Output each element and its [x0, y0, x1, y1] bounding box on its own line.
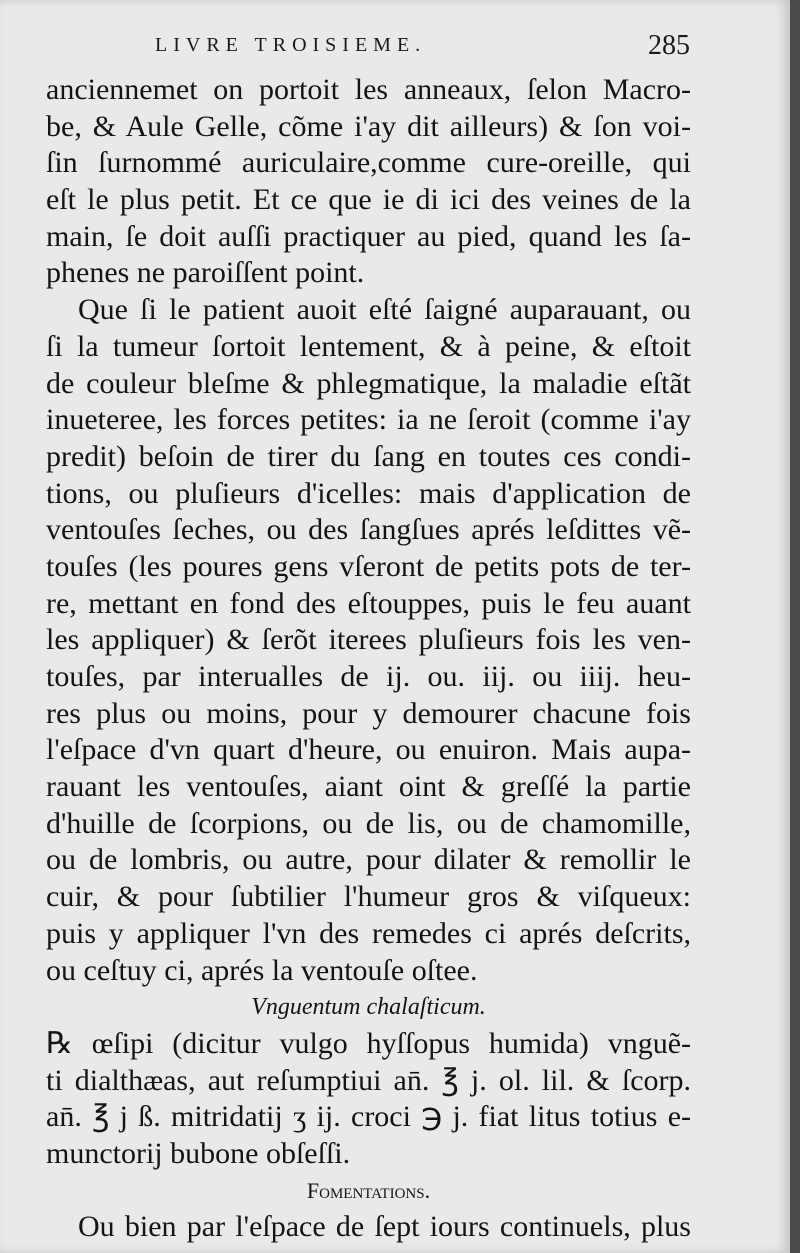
page-header: [50, 30, 690, 64]
text-line: anciennemet on portoit les anneaux, ſelon Macro-: [46, 73, 691, 106]
text-line: main, ſe doit auſſi practiquer au pied, quand les ſa-: [46, 219, 691, 253]
text-line: ſin ſurnommé auriculaire,comme cure-oreille, qui: [46, 146, 691, 180]
recipe-line: munctorij bubone obſeſſi.: [46, 1136, 351, 1170]
text-line: tions, ou pluſieurs d'icelles: mais d'application de: [46, 476, 691, 510]
text-line: touſes, par interualles de ij. ou. iij. ou iiij. heu-: [46, 660, 691, 693]
text-line: res plus ou moins, pour y demourer chacune fois: [46, 696, 691, 730]
text-line: phenes ne paroiſſent point.: [46, 256, 365, 290]
text-line: l'eſpace d'vn quart d'heure, ou enuiron. Mais aupa-: [46, 733, 691, 767]
text-line: de couleur bleſme & phlegmatique, la maladie eſtãt: [46, 366, 691, 400]
recipe-line: ℞ œſipi (dicitur vulgo hyſſopus humida) vnguẽ-: [46, 1026, 691, 1060]
recipe-line: ti dialthæas, aut reſumptiui an̄. ℥ j. ol. lil. & ſcorp.: [46, 1063, 691, 1097]
text-line: re, mettant en fond des eſtouppes, puis le feu auant: [46, 586, 691, 620]
text-line: d'huille de ſcorpions, ou de lis, ou de chamomille,: [46, 806, 691, 840]
section-heading: Vnguentum chalaſticum.: [251, 994, 486, 1021]
text-line: eſt le plus petit. Et ce que ie di ici des veines de la: [46, 183, 691, 217]
text-line: Que ſi le patient auoit eſté ſaigné auparauant, ou: [78, 293, 691, 327]
text-line: be, & Aule Gelle, cõme i'ay dit ailleurs) & ſon voi-: [46, 109, 691, 143]
text-line: les appliquer) & ſerõt iterees pluſieurs fois les ven-: [46, 623, 691, 657]
text-line: cuir, & pour ſubtilier l'humeur gros & viſqueux:: [46, 880, 691, 914]
page-number: 285: [648, 30, 690, 61]
text-line: ventouſes ſeches, ou des ſangſues aprés leſdittes vẽ-: [46, 513, 691, 547]
text-line: predit) beſoin de tirer du ſang en toutes ces condi-: [46, 439, 691, 473]
text-line: ou de lombris, ou autre, pour dilater & remollir le: [46, 843, 691, 877]
recipe-line: an̄. ℥ j ß. mitridatij ʒ ij. croci ℈ j. fiat litus totius e-: [46, 1100, 691, 1134]
text-line: ou ceſtuy ci, aprés la ventouſe oſtee.: [46, 953, 478, 987]
text-line: touſes (les poures gens vſeront de petits pots de ter-: [46, 549, 691, 583]
text-block: [46, 72, 691, 1246]
text-line: puis y appliquer l'vn des remedes ci aprés deſcrits,: [46, 916, 691, 950]
section-heading: Fomentations.: [306, 1177, 431, 1203]
running-head: LIVRE TROISIEME.: [155, 34, 427, 56]
text-line: ſi la tumeur ſortoit lentement, & à peine, & eſtoit: [46, 329, 691, 363]
text-line: Ou bien par l'eſpace de ſept iours continuels, plus: [78, 1210, 691, 1244]
text-line: rauant les ventouſes, aiant oint & greſſé la partie: [46, 770, 691, 804]
text-line: inueteree, les forces petites: ia ne ſeroit (comme i'ay: [46, 403, 691, 437]
